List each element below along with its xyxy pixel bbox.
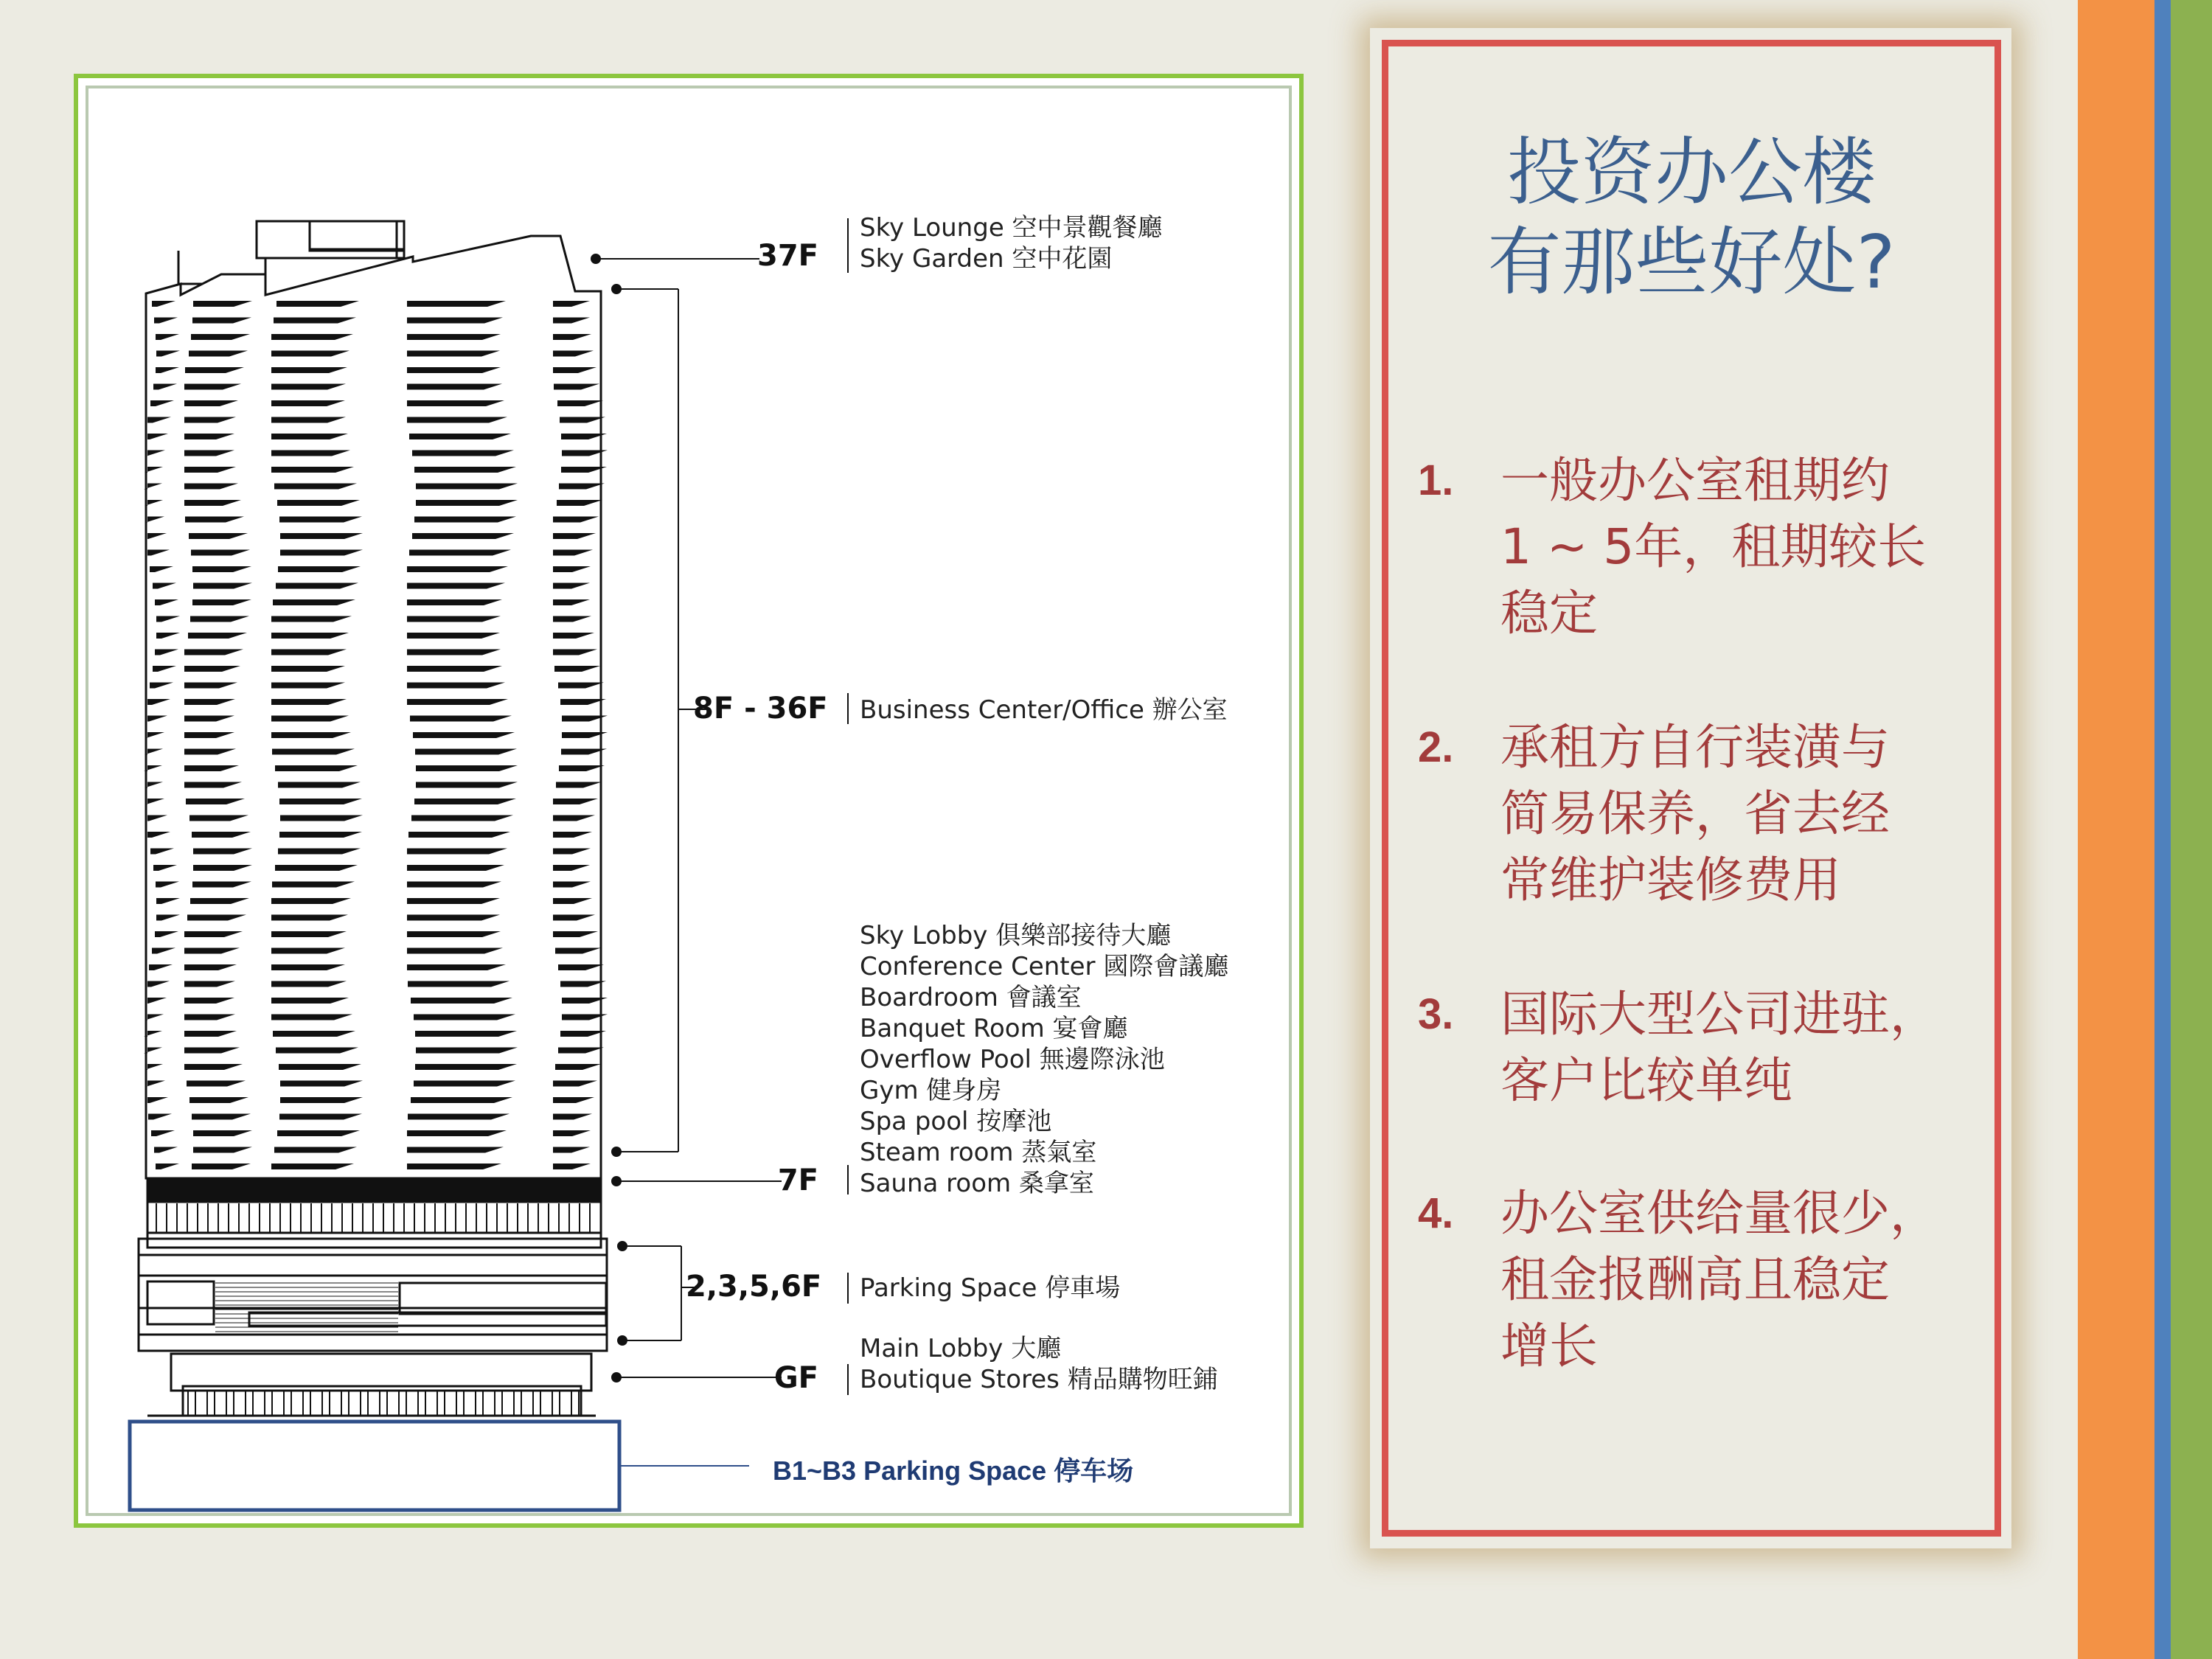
item-number: 2. — [1418, 723, 1454, 771]
item-line: 常维护装修费用 — [1500, 852, 1841, 908]
podium-lines — [156, 1203, 590, 1416]
label-gym: Gym 健身房 — [860, 1076, 1002, 1105]
title-line-2: 有那些好处? — [1487, 219, 1896, 305]
basement-label: B1~B3 Parking Space 停车场 — [773, 1455, 1134, 1486]
item-number: 4. — [1418, 1189, 1454, 1237]
label-main-lobby: Main Lobby 大廳 — [860, 1334, 1062, 1363]
title-line-1: 投资办公楼 — [1507, 129, 1876, 215]
item-line: 1 ~ 5年，租期较长 — [1500, 518, 1927, 575]
label-sky-garden: Sky Garden 空中花園 — [860, 244, 1113, 274]
item-line: 一般办公室租期约 — [1500, 452, 1890, 509]
floor-7f: 7F — [777, 1164, 818, 1197]
floor-37f: 37F — [757, 239, 818, 273]
basement-box — [130, 1422, 619, 1510]
label-spa-pool: Spa pool 按摩池 — [860, 1107, 1052, 1136]
item-line: 国际大型公司进驻， — [1500, 986, 1938, 1043]
label-boardroom: Boardroom 會議室 — [860, 983, 1082, 1012]
leader-lines — [591, 218, 848, 1395]
item-line: 增长 — [1500, 1318, 1598, 1374]
label-sky-lobby: Sky Lobby 俱樂部接待大廳 — [860, 921, 1172, 950]
item-line: 承租方自行装潢与 — [1500, 719, 1890, 776]
item-line: 客户比较单纯 — [1500, 1052, 1792, 1109]
item-line: 租金报酬高且稳定 — [1500, 1251, 1890, 1308]
item-number: 1. — [1418, 456, 1454, 504]
label-sauna-room: Sauna room 桑拿室 — [860, 1169, 1094, 1198]
label-banquet: Banquet Room 宴會廳 — [860, 1014, 1128, 1043]
item-line: 稳定 — [1500, 585, 1598, 641]
floor-2356f: 2,3,5,6F — [686, 1270, 822, 1304]
label-business-center: Business Center/Office 辦公室 — [860, 695, 1228, 725]
item-number: 3. — [1418, 990, 1454, 1038]
item-line: 简易保养，省去经 — [1500, 785, 1890, 842]
label-steam-room: Steam room 蒸氣室 — [860, 1138, 1097, 1167]
item-line: 办公室供给量很少， — [1500, 1185, 1938, 1242]
benefits-panel — [1382, 40, 2001, 1537]
label-sky-lounge: Sky Lounge 空中景觀餐廳 — [860, 213, 1163, 243]
label-parking-space: Parking Space 停車場 — [860, 1273, 1121, 1303]
label-overflow-pool: Overflow Pool 無邊際泳池 — [860, 1045, 1165, 1074]
label-boutique-stores: Boutique Stores 精品購物旺鋪 — [860, 1365, 1218, 1394]
panel-title — [1388, 128, 1994, 307]
floor-8f-36f: 8F - 36F — [693, 692, 828, 726]
label-conference: Conference Center 國際會議廳 — [860, 952, 1229, 981]
floor-gf: GF — [773, 1361, 818, 1395]
